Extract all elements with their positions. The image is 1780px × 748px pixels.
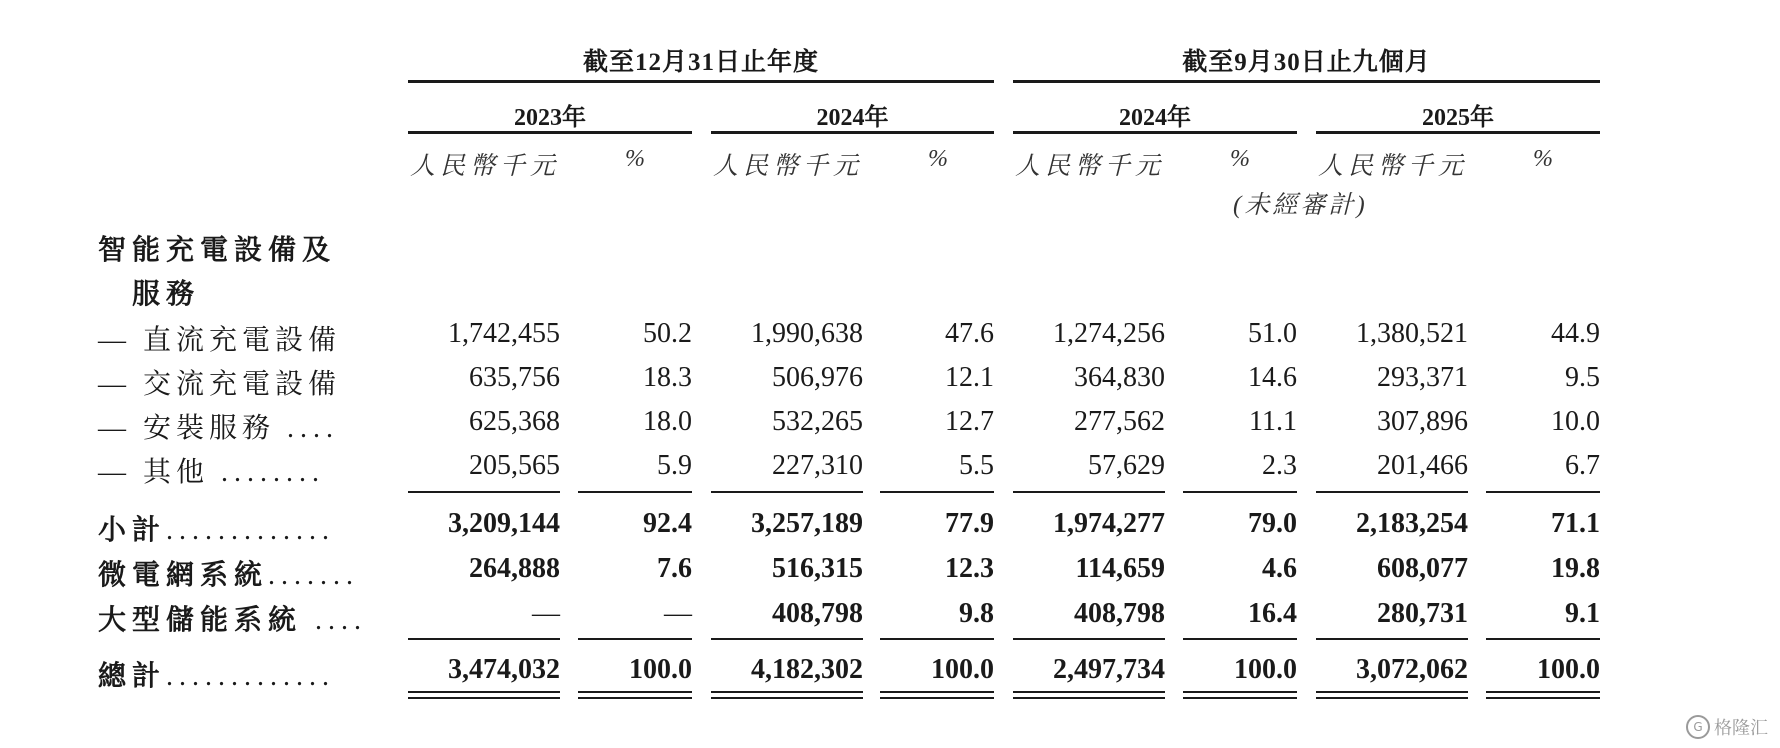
- total-rule-above: [1013, 638, 1165, 640]
- cell-total-2023-pct: 100.0: [629, 654, 692, 685]
- cell-install-2023-pct: 18.0: [643, 406, 692, 437]
- pct-header-2025-9m: %: [1533, 146, 1553, 172]
- total-rule-above: [1486, 638, 1600, 640]
- cell-dc-2024fy-amount: 1,990,638: [751, 318, 863, 349]
- row-label-large-storage: [98, 598, 367, 638]
- total-rule-above: [880, 638, 994, 640]
- period-header-fiscal-year: 截至12月31日止年度: [582, 49, 819, 76]
- cell-others-2023-pct: 5.9: [657, 450, 692, 481]
- row-label-text: 小計: [98, 515, 167, 546]
- cell-install-2024-9m-pct: 11.1: [1249, 406, 1297, 437]
- cell-install-2024-9m-amount: 277,562: [1074, 406, 1165, 437]
- cell-storage-2024-9m-pct: 16.4: [1248, 598, 1297, 629]
- total-double-rule: [408, 697, 560, 699]
- cell-subtotal-2024fy-pct: 77.9: [945, 508, 994, 539]
- period-header-nine-months: 截至9月30日止九個月: [1182, 49, 1431, 76]
- total-double-rule: [1486, 697, 1600, 699]
- leader-dots: ....: [287, 413, 340, 444]
- cell-subtotal-2025-9m-amount: 2,183,254: [1356, 508, 1468, 539]
- cell-subtotal-2024-9m-pct: 79.0: [1248, 508, 1297, 539]
- cell-subtotal-2024-9m-amount: 1,974,277: [1053, 508, 1165, 539]
- leader-dots: .............: [166, 661, 336, 692]
- leader-dots: .......: [268, 560, 360, 591]
- leader-dots: ........: [221, 457, 326, 488]
- cell-others-2024fy-pct: 5.5: [959, 450, 994, 481]
- cell-storage-2024-9m-amount: 408,798: [1074, 598, 1165, 629]
- cell-dc-2023-amount: 1,742,455: [448, 318, 560, 349]
- cell-total-2025-9m-pct: 100.0: [1537, 654, 1600, 685]
- cell-microgrid-2025-9m-pct: 19.8: [1551, 553, 1600, 584]
- cell-total-2024fy-pct: 100.0: [931, 654, 994, 685]
- row-label-text: 總計: [98, 661, 167, 692]
- cell-storage-2023-pct: —: [664, 598, 692, 629]
- cell-dc-2024fy-pct: 47.6: [945, 318, 994, 349]
- total-double-rule: [1013, 691, 1165, 693]
- total-rule-above: [1183, 638, 1297, 640]
- cell-microgrid-2024fy-amount: 516,315: [772, 553, 863, 584]
- row-label-text: — 交流充電設備: [98, 369, 342, 400]
- leader-dots: .............: [166, 515, 336, 546]
- total-double-rule: [1183, 691, 1297, 693]
- total-double-rule: [408, 691, 560, 693]
- cell-ac-2025-9m-amount: 293,371: [1377, 362, 1468, 393]
- cell-ac-2024fy-amount: 506,976: [772, 362, 863, 393]
- cell-microgrid-2023-amount: 264,888: [469, 553, 560, 584]
- subtotal-rule: [1183, 491, 1297, 493]
- total-rule-above: [711, 638, 863, 640]
- total-rule-above: [408, 638, 560, 640]
- pct-header-2023: %: [625, 146, 645, 172]
- total-double-rule: [1486, 691, 1600, 693]
- year-rule-2024-fy: [711, 131, 994, 134]
- cell-ac-2024fy-pct: 12.1: [945, 362, 994, 393]
- cell-subtotal-2024fy-amount: 3,257,189: [751, 508, 863, 539]
- cell-microgrid-2024-9m-pct: 4.6: [1262, 553, 1297, 584]
- cell-total-2023-amount: 3,474,032: [448, 654, 560, 685]
- year-header-2024-9m: 2024年: [1119, 105, 1191, 131]
- row-label-text: — 其他: [98, 457, 210, 488]
- cell-others-2025-9m-amount: 201,466: [1377, 450, 1468, 481]
- cell-microgrid-2025-9m-amount: 608,077: [1377, 553, 1468, 584]
- cell-install-2025-9m-amount: 307,896: [1377, 406, 1468, 437]
- cell-install-2024fy-amount: 532,265: [772, 406, 863, 437]
- subtotal-rule: [880, 491, 994, 493]
- total-rule-above: [1316, 638, 1468, 640]
- cell-dc-2024-9m-pct: 51.0: [1248, 318, 1297, 349]
- total-double-rule: [880, 691, 994, 693]
- row-label-ac-charging: [98, 362, 341, 402]
- cell-dc-2024-9m-amount: 1,274,256: [1053, 318, 1165, 349]
- row-label-microgrid: [98, 553, 359, 593]
- total-double-rule: [880, 697, 994, 699]
- cell-storage-2024fy-amount: 408,798: [772, 598, 863, 629]
- cell-storage-2024fy-pct: 9.8: [959, 598, 994, 629]
- total-double-rule: [578, 697, 692, 699]
- row-label-subtotal: [98, 508, 335, 548]
- total-double-rule: [1183, 697, 1297, 699]
- cell-microgrid-2024-9m-amount: 114,659: [1075, 553, 1165, 584]
- cell-total-2024-9m-amount: 2,497,734: [1053, 654, 1165, 685]
- pct-header-2024-fy: %: [928, 146, 948, 172]
- year-rule-2025-9m: [1316, 131, 1600, 134]
- watermark-logo: [1686, 714, 1768, 740]
- cell-subtotal-2023-pct: 92.4: [643, 508, 692, 539]
- cell-total-2025-9m-amount: 3,072,062: [1356, 654, 1468, 685]
- subtotal-rule: [1486, 491, 1600, 493]
- cell-subtotal-2025-9m-pct: 71.1: [1551, 508, 1600, 539]
- cell-install-2023-amount: 625,368: [469, 406, 560, 437]
- cell-install-2024fy-pct: 12.7: [945, 406, 994, 437]
- cell-others-2024-9m-pct: 2.3: [1262, 450, 1297, 481]
- total-double-rule: [711, 691, 863, 693]
- total-double-rule: [1316, 697, 1468, 699]
- cell-dc-2025-9m-amount: 1,380,521: [1356, 318, 1468, 349]
- row-label-text: — 安裝服務: [98, 413, 276, 444]
- category-heading-line2: 服務: [132, 279, 201, 310]
- cell-dc-2023-pct: 50.2: [643, 318, 692, 349]
- cell-total-2024-9m-pct: 100.0: [1234, 654, 1297, 685]
- year-header-2023: 2023年: [514, 105, 586, 131]
- row-label-text: 微電網系統: [98, 560, 269, 591]
- category-heading-line1: 智能充電設備及: [98, 235, 337, 266]
- watermark-text: 格隆汇: [1714, 718, 1768, 739]
- unit-header-2024-9m: 人民幣千元: [1015, 153, 1166, 180]
- cell-others-2024fy-amount: 227,310: [772, 450, 863, 481]
- total-double-rule: [1013, 697, 1165, 699]
- year-rule-2024-9m: [1013, 131, 1297, 134]
- row-label-text: 大型儲能系統: [98, 605, 303, 636]
- period-rule-fiscal-year: [408, 80, 994, 83]
- cell-dc-2025-9m-pct: 44.9: [1551, 318, 1600, 349]
- subtotal-rule: [1316, 491, 1468, 493]
- cell-microgrid-2024fy-pct: 12.3: [945, 553, 994, 584]
- cell-ac-2024-9m-pct: 14.6: [1248, 362, 1297, 393]
- cell-ac-2023-pct: 18.3: [643, 362, 692, 393]
- row-label-installation: [98, 406, 339, 446]
- cell-others-2025-9m-pct: 6.7: [1565, 450, 1600, 481]
- row-label-dc-charging: [98, 318, 341, 358]
- unit-header-2024-fy: 人民幣千元: [713, 153, 864, 180]
- cell-ac-2025-9m-pct: 9.5: [1565, 362, 1600, 393]
- cell-storage-2025-9m-amount: 280,731: [1377, 598, 1468, 629]
- row-label-total: [98, 654, 335, 694]
- unit-header-2025-9m: 人民幣千元: [1318, 153, 1469, 180]
- total-rule-above: [578, 638, 692, 640]
- subtotal-rule: [711, 491, 863, 493]
- total-double-rule: [578, 691, 692, 693]
- row-label-others: [98, 450, 325, 490]
- cell-total-2024fy-amount: 4,182,302: [751, 654, 863, 685]
- unaudited-note: (未經審計): [1233, 192, 1368, 219]
- leader-dots: ....: [315, 605, 368, 636]
- pct-header-2024-9m: %: [1230, 146, 1250, 172]
- unit-header-2023: 人民幣千元: [410, 153, 561, 180]
- year-rule-2023: [408, 131, 692, 134]
- cell-storage-2025-9m-pct: 9.1: [1565, 598, 1600, 629]
- period-rule-nine-months: [1013, 80, 1600, 83]
- total-double-rule: [711, 697, 863, 699]
- year-header-2025-9m: 2025年: [1422, 105, 1494, 131]
- row-label-text: — 直流充電設備: [98, 325, 342, 356]
- cell-ac-2024-9m-amount: 364,830: [1074, 362, 1165, 393]
- cell-microgrid-2023-pct: 7.6: [657, 553, 692, 584]
- total-double-rule: [1316, 691, 1468, 693]
- cell-storage-2023-amount: —: [532, 598, 560, 629]
- cell-ac-2023-amount: 635,756: [469, 362, 560, 393]
- gelonghui-logo-icon: G: [1686, 715, 1710, 739]
- subtotal-rule: [1013, 491, 1165, 493]
- subtotal-rule: [408, 491, 560, 493]
- cell-subtotal-2023-amount: 3,209,144: [448, 508, 560, 539]
- cell-install-2025-9m-pct: 10.0: [1551, 406, 1600, 437]
- subtotal-rule: [578, 491, 692, 493]
- cell-others-2024-9m-amount: 57,629: [1088, 450, 1165, 481]
- cell-others-2023-amount: 205,565: [469, 450, 560, 481]
- year-header-2024-fy: 2024年: [816, 105, 889, 131]
